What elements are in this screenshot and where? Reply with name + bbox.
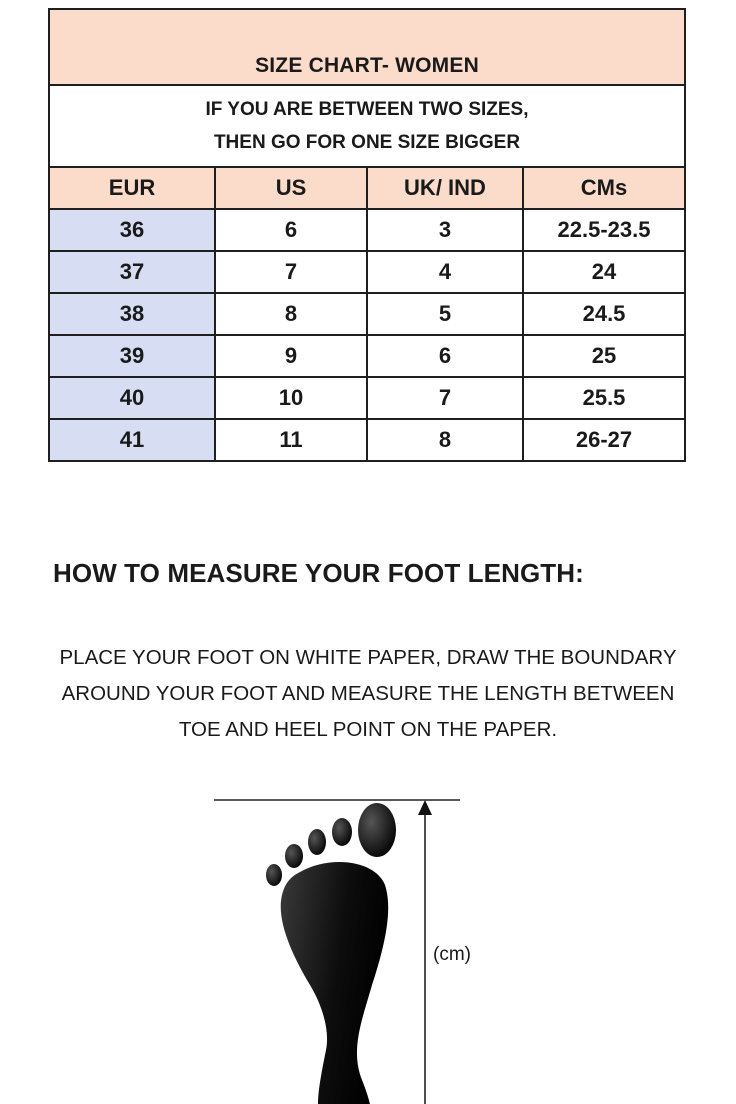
cell-cms: 24.5 [523, 293, 685, 335]
cell-us: 8 [215, 293, 367, 335]
instruction-line: PLACE YOUR FOOT ON WHITE PAPER, DRAW THE BOUNDARY [59, 646, 677, 669]
measure-heading: HOW TO MEASURE YOUR FOOT LENGTH: [53, 558, 584, 588]
cell-cms: 26-27 [523, 419, 685, 461]
cell-us: 7 [215, 251, 367, 293]
cell-eur: 39 [49, 335, 215, 377]
column-header-cms: CMs [523, 167, 685, 209]
table-row [49, 377, 685, 419]
note-line: THEN GO FOR ONE SIZE BIGGER [213, 132, 521, 153]
cell-eur: 36 [49, 209, 215, 251]
cell-cms: 25 [523, 335, 685, 377]
unit-label: (cm) [433, 944, 471, 965]
measure-instructions [0, 640, 736, 748]
cell-uk-ind: 7 [367, 377, 523, 419]
cell-us: 9 [215, 335, 367, 377]
size-chart-table [48, 8, 686, 462]
table-row [49, 335, 685, 377]
cell-uk-ind: 5 [367, 293, 523, 335]
cell-us: 6 [215, 209, 367, 251]
column-header-us: US [215, 167, 367, 209]
table-row [49, 293, 685, 335]
cell-uk-ind: 6 [367, 335, 523, 377]
instruction-line: TOE AND HEEL POINT ON THE PAPER. [178, 718, 558, 741]
table-row [49, 251, 685, 293]
cell-eur: 38 [49, 293, 215, 335]
column-header-row [49, 167, 685, 209]
cell-eur: 40 [49, 377, 215, 419]
cell-uk-ind: 3 [367, 209, 523, 251]
cell-eur: 37 [49, 251, 215, 293]
cell-uk-ind: 4 [367, 251, 523, 293]
cell-eur: 41 [49, 419, 215, 461]
column-header-eur: EUR [49, 167, 215, 209]
measurement-arrow-icon [418, 800, 432, 1104]
note-line: IF YOU ARE BETWEEN TWO SIZES, [205, 99, 529, 120]
table-row [49, 419, 685, 461]
column-header-uk-ind: UK/ IND [367, 167, 523, 209]
cell-cms: 25.5 [523, 377, 685, 419]
instruction-line: AROUND YOUR FOOT AND MEASURE THE LENGTH BETWEEN [61, 682, 675, 705]
cell-cms: 24 [523, 251, 685, 293]
cell-us: 11 [215, 419, 367, 461]
foot-measure-diagram [0, 780, 736, 1104]
footprint-icon [266, 803, 396, 1104]
size-chart-note [49, 85, 685, 167]
cell-uk-ind: 8 [367, 419, 523, 461]
table-row [49, 209, 685, 251]
size-chart-title: SIZE CHART- WOMEN [49, 9, 685, 85]
cell-us: 10 [215, 377, 367, 419]
cell-cms: 22.5-23.5 [523, 209, 685, 251]
